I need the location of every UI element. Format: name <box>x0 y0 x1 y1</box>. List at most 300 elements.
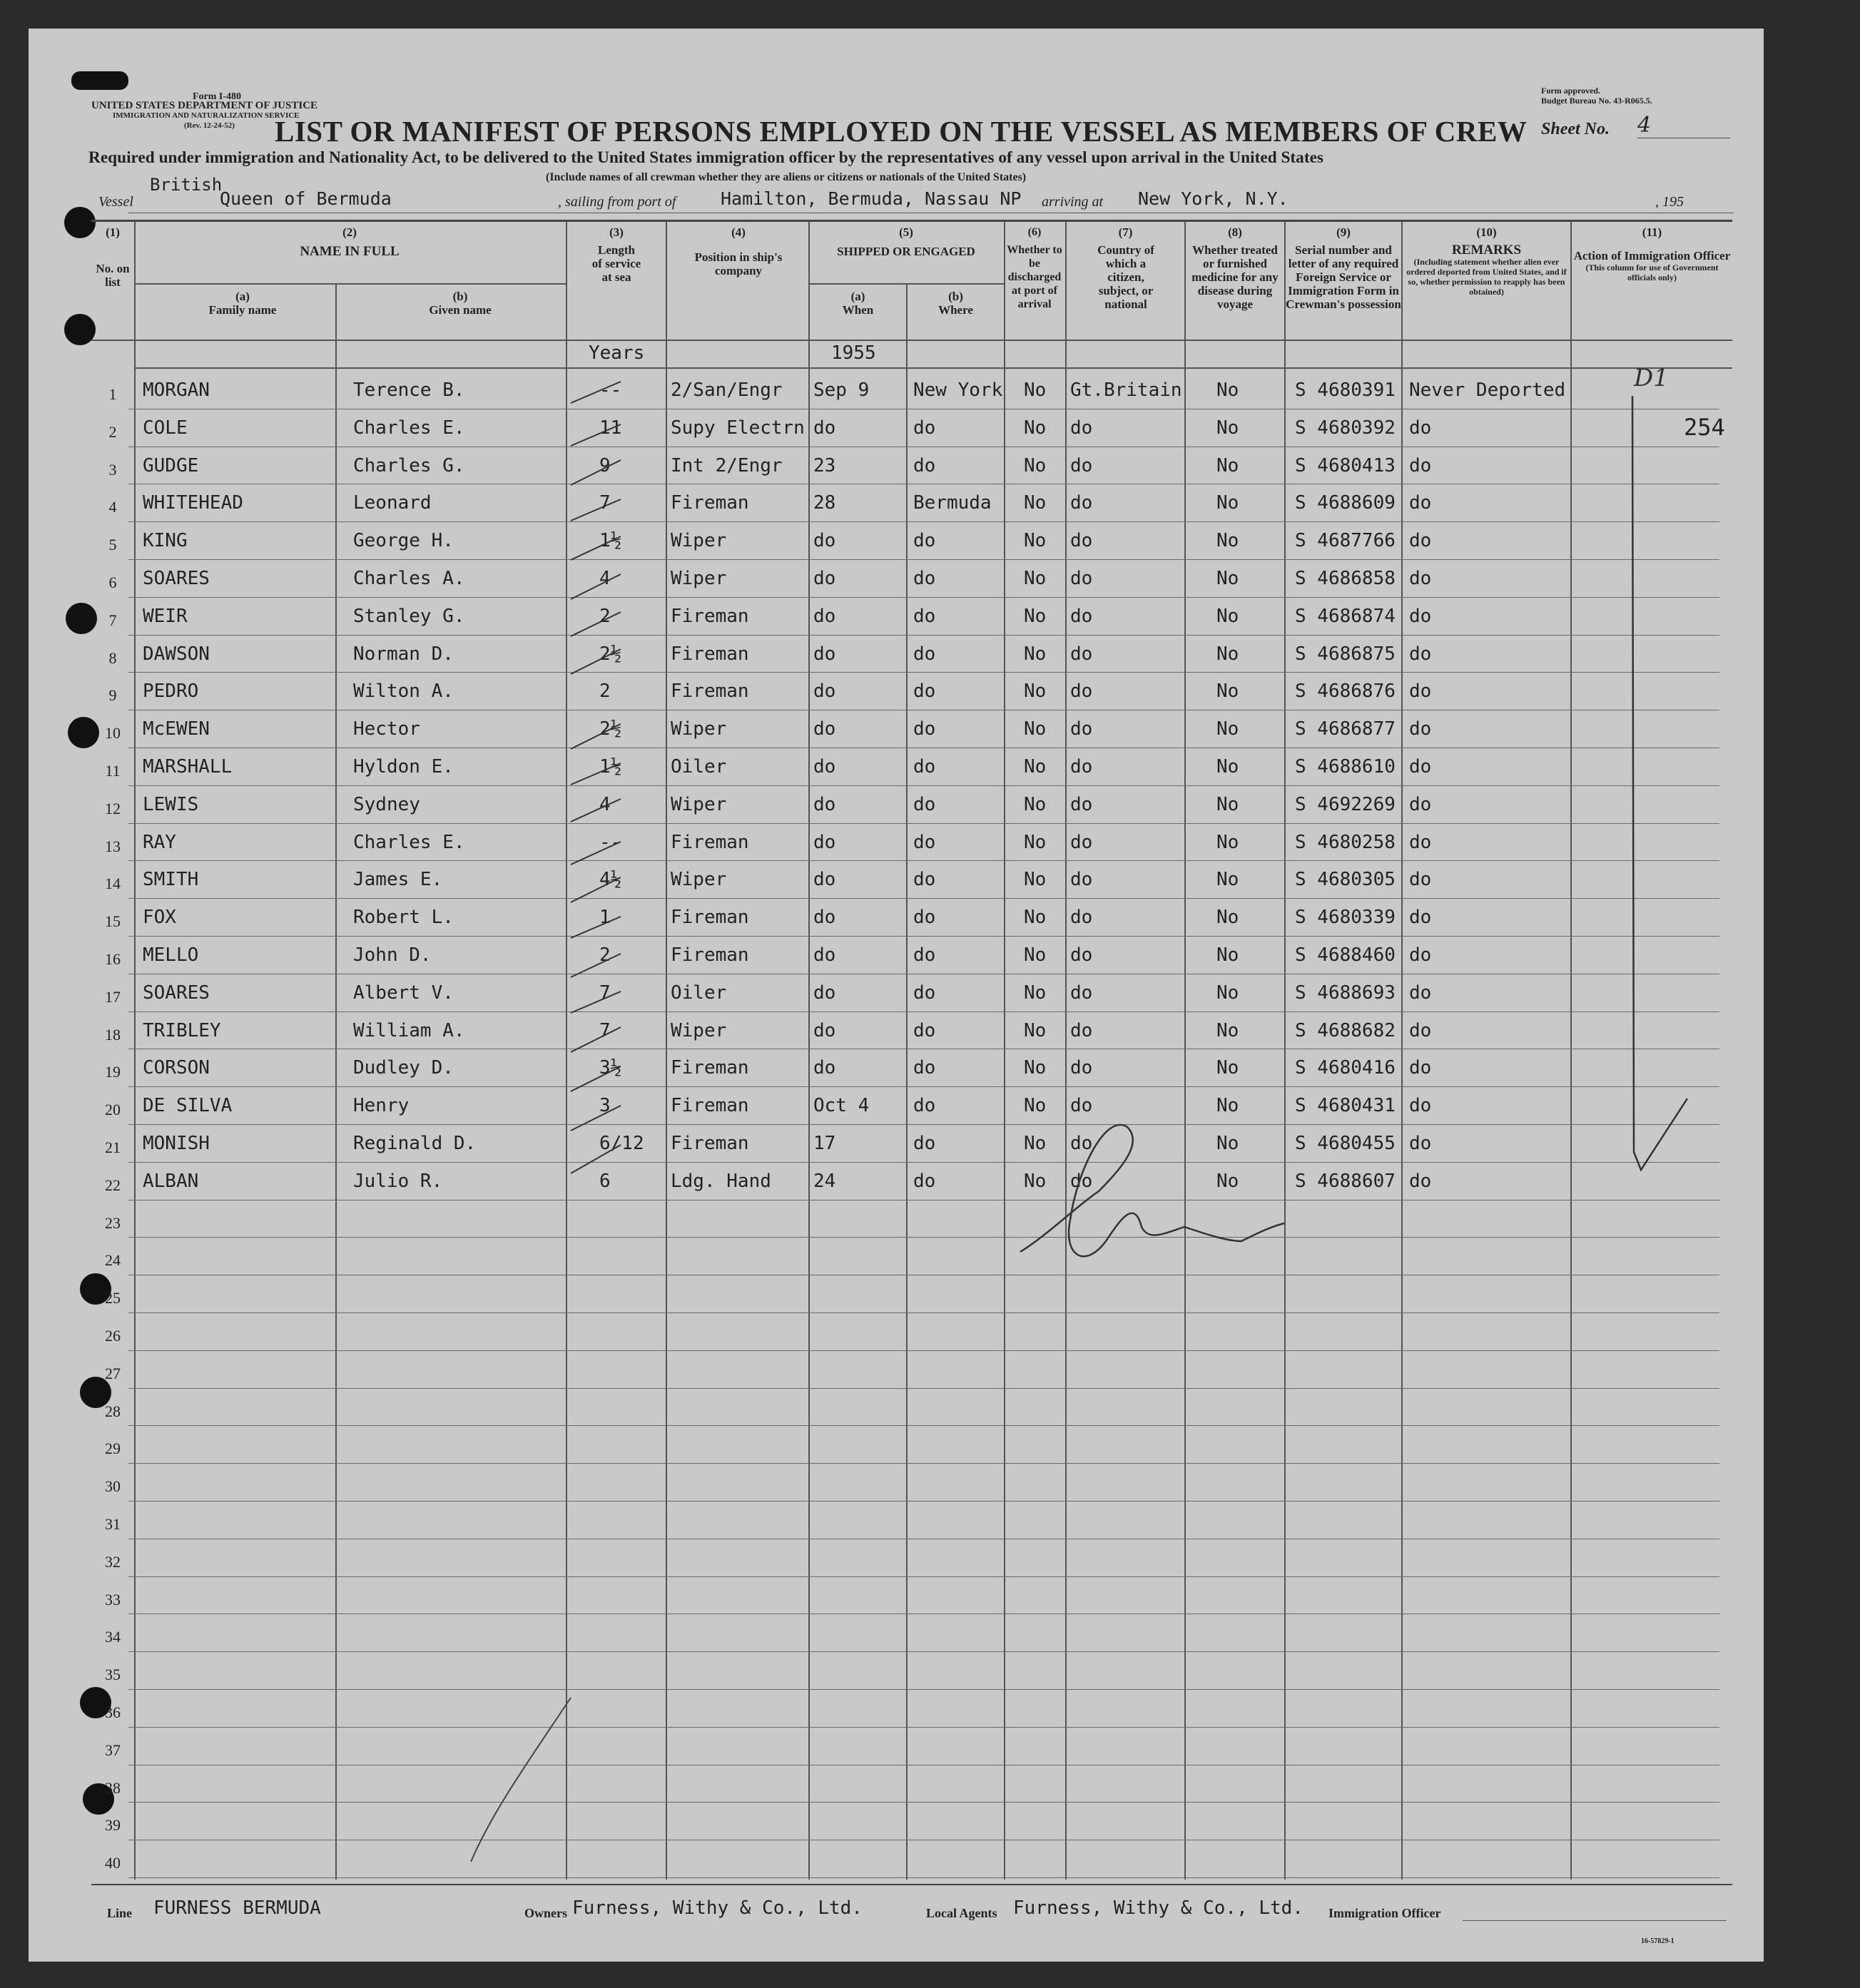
position-cell: Fireman <box>671 605 749 627</box>
shipped-when-cell: 17 <box>813 1133 836 1154</box>
row-number: 7 <box>108 611 117 629</box>
country-cell: do <box>1070 944 1093 966</box>
shipped-when-cell: do <box>813 605 836 627</box>
given-name-cell: Hyldon E. <box>353 756 454 778</box>
row-number: 39 <box>105 1816 121 1835</box>
shipped-where-cell: do <box>913 907 936 929</box>
discharge-cell: No <box>1024 1019 1047 1041</box>
given-name-cell: John D. <box>353 944 432 966</box>
serial-number-cell: S 4688693 <box>1295 982 1396 1004</box>
row-number: 33 <box>105 1590 121 1609</box>
position-cell: Fireman <box>671 1095 749 1117</box>
row-rule <box>128 1689 1719 1690</box>
family-name-cell: ALBAN <box>143 1170 199 1192</box>
manifest-table <box>91 220 1732 1885</box>
row-rule <box>128 559 1719 560</box>
medical-cell: No <box>1216 605 1239 627</box>
row-number: 25 <box>105 1289 121 1308</box>
remarks-cell: do <box>1409 982 1432 1004</box>
remarks-cell: do <box>1409 680 1432 703</box>
remarks-cell: do <box>1409 530 1432 552</box>
header-rule <box>134 367 1732 369</box>
country-cell: do <box>1070 605 1093 627</box>
family-name-cell: TRIBLEY <box>143 1019 221 1041</box>
family-name-cell: MONISH <box>143 1133 210 1154</box>
position-cell: Wiper <box>671 530 727 552</box>
discharge-cell: No <box>1024 417 1047 439</box>
serial-number-cell: S 4688460 <box>1295 944 1396 966</box>
service-length-cell: 3½ <box>599 1057 622 1079</box>
row-number: 20 <box>105 1101 121 1119</box>
column-divider <box>1570 221 1572 1880</box>
row-number: 5 <box>108 536 117 554</box>
position-cell: Ldg. Hand <box>671 1170 771 1192</box>
remarks-cell: do <box>1409 417 1432 439</box>
remarks-cell: do <box>1409 568 1432 589</box>
family-name-cell: LEWIS <box>143 793 199 815</box>
discharge-cell: No <box>1024 982 1047 1004</box>
medical-cell: No <box>1216 1133 1239 1154</box>
country-cell: do <box>1070 530 1093 552</box>
row-rule <box>128 1802 1719 1803</box>
service-length-cell: 1½ <box>599 530 622 552</box>
row-number: 30 <box>105 1477 121 1496</box>
shipped-when-cell: Oct 4 <box>813 1095 870 1117</box>
country-cell: Gt.Britain <box>1070 379 1182 401</box>
page-subtitle: Required under immigration and Nationality Act, to be delivered to the United States immigration officer by the representatives of any vessel upon arrival in the United States <box>88 148 1323 167</box>
remarks-cell: do <box>1409 944 1432 966</box>
given-name-cell: Robert L. <box>353 907 454 929</box>
given-name-cell: Hector <box>353 718 420 740</box>
shipped-where-cell: do <box>913 756 936 778</box>
remarks-cell: do <box>1409 454 1432 476</box>
column-divider <box>906 283 908 1880</box>
col3-unit: Years <box>589 342 645 364</box>
service-length-cell: 7 <box>599 982 611 1004</box>
service-length-cell: 2½ <box>599 718 622 740</box>
row-number: 11 <box>105 762 121 780</box>
shipped-when-cell: do <box>813 643 836 665</box>
row-number: 21 <box>105 1138 121 1156</box>
service-length-cell: 2½ <box>599 643 622 665</box>
row-rule <box>128 1877 1719 1878</box>
country-cell: do <box>1070 907 1093 929</box>
country-cell: do <box>1070 643 1093 665</box>
serial-number-cell: S 4688610 <box>1295 756 1396 778</box>
col2-header: (2) NAME IN FULL <box>300 225 400 259</box>
row-number: 22 <box>105 1176 121 1194</box>
page-title: LIST OR MANIFEST OF PERSONS EMPLOYED ON THE VESSEL AS MEMBERS OF CREW <box>275 115 1528 148</box>
family-name-cell: DE SILVA <box>143 1095 233 1117</box>
position-cell: Fireman <box>671 831 749 853</box>
column-divider <box>1004 221 1005 1880</box>
shipped-when-cell: do <box>813 756 836 778</box>
row-number: 29 <box>105 1439 121 1458</box>
family-name-cell: MARSHALL <box>143 756 233 778</box>
given-name-cell: Norman D. <box>353 643 454 665</box>
serial-number-cell: S 4686858 <box>1295 568 1396 589</box>
column-divider <box>1401 221 1403 1880</box>
country-cell: do <box>1070 492 1093 514</box>
given-name-cell: Leonard <box>353 492 432 514</box>
country-cell: do <box>1070 756 1093 778</box>
row-rule <box>128 785 1719 786</box>
sheet-label: Sheet No. <box>1541 120 1610 138</box>
print-code: 16-57829-1 <box>1641 1937 1674 1945</box>
arriving-at: New York, N.Y. <box>1138 188 1289 209</box>
country-cell: do <box>1070 869 1093 891</box>
column-divider <box>1184 221 1186 1880</box>
position-cell: Fireman <box>671 1133 749 1154</box>
owners-value: Furness, Withy & Co., Ltd. <box>572 1897 863 1919</box>
medical-cell: No <box>1216 944 1239 966</box>
shipped-when-cell: do <box>813 831 836 853</box>
row-rule <box>128 1727 1719 1728</box>
shipped-when-cell: do <box>813 417 836 439</box>
line-value: FURNESS BERMUDA <box>153 1897 321 1919</box>
service-length-cell: 3 <box>599 1095 611 1117</box>
remarks-cell: do <box>1409 643 1432 665</box>
discharge-cell: No <box>1024 643 1047 665</box>
country-cell: do <box>1070 1133 1093 1154</box>
discharge-cell: No <box>1024 568 1047 589</box>
serial-number-cell: S 4686876 <box>1295 680 1396 703</box>
position-cell: Fireman <box>671 492 749 514</box>
sailing-label: , sailing from port of <box>558 194 676 210</box>
given-name-cell: Charles G. <box>353 454 465 476</box>
medical-cell: No <box>1216 492 1239 514</box>
form-approved: Form approved. <box>1541 86 1601 96</box>
column-divider <box>335 283 337 1880</box>
medical-cell: No <box>1216 831 1239 853</box>
discharge-cell: No <box>1024 793 1047 815</box>
family-name-cell: RAY <box>143 831 176 853</box>
country-cell: do <box>1070 982 1093 1004</box>
vessel-name: Queen of Bermuda <box>220 188 392 209</box>
col8-header: (8) Whether treated or furnished medicine for any disease during voyage <box>1191 225 1279 311</box>
row-number: 24 <box>105 1251 121 1270</box>
shipped-when-cell: do <box>813 680 836 703</box>
shipped-when-cell: 28 <box>813 492 836 514</box>
agents-value: Furness, Withy & Co., Ltd. <box>1013 1897 1303 1919</box>
given-name-cell: Stanley G. <box>353 605 465 627</box>
country-cell: do <box>1070 793 1093 815</box>
row-rule <box>128 597 1719 598</box>
position-cell: Int 2/Engr <box>671 454 783 476</box>
row-number: 1 <box>108 385 117 403</box>
country-cell: do <box>1070 1057 1093 1079</box>
row-rule <box>128 1651 1719 1652</box>
serial-number-cell: S 4680416 <box>1295 1057 1396 1079</box>
family-name-cell: WHITEHEAD <box>143 492 243 514</box>
serial-number-cell: S 4680392 <box>1295 417 1396 439</box>
discharge-cell: No <box>1024 1095 1047 1117</box>
discharge-cell: No <box>1024 718 1047 740</box>
row-rule <box>128 1576 1719 1577</box>
shipped-where-cell: do <box>913 680 936 703</box>
medical-cell: No <box>1216 379 1239 401</box>
discharge-cell: No <box>1024 605 1047 627</box>
shipped-where-cell: Bermuda <box>913 492 992 514</box>
serial-number-cell: S 4680413 <box>1295 454 1396 476</box>
row-number: 15 <box>105 912 121 931</box>
action-mark: D1 <box>1634 364 1669 392</box>
service-length-cell: 2 <box>599 680 611 703</box>
col11-header: (11) Action of Immigration Officer (This column for use of Government officials only) <box>1573 225 1731 282</box>
medical-cell: No <box>1216 568 1239 589</box>
officer-label: Immigration Officer <box>1328 1906 1441 1920</box>
row-number: 34 <box>105 1628 121 1646</box>
service-length-cell: 1 <box>599 907 611 929</box>
remarks-cell: do <box>1409 1019 1432 1041</box>
serial-number-cell: S 4686875 <box>1295 643 1396 665</box>
medical-cell: No <box>1216 718 1239 740</box>
column-divider <box>134 221 136 1880</box>
shipped-when-cell: Sep 9 <box>813 379 870 401</box>
row-number: 32 <box>105 1552 121 1571</box>
medical-cell: No <box>1216 907 1239 929</box>
row-rule <box>128 672 1719 673</box>
row-number: 13 <box>105 837 121 855</box>
row-rule <box>128 1388 1719 1389</box>
given-name-cell: Wilton A. <box>353 680 454 703</box>
row-number: 16 <box>105 950 121 968</box>
col2a-header: (a) Family name <box>208 290 277 317</box>
discharge-cell: No <box>1024 1057 1047 1079</box>
remarks-cell: Never Deported <box>1409 379 1566 401</box>
shipped-where-cell: do <box>913 982 936 1004</box>
row-number: 35 <box>105 1666 121 1684</box>
shipped-when-cell: do <box>813 568 836 589</box>
given-name-cell: William A. <box>353 1019 465 1041</box>
medical-cell: No <box>1216 1019 1239 1041</box>
country-cell: do <box>1070 568 1093 589</box>
serial-number-cell: S 4680431 <box>1295 1095 1396 1117</box>
row-number: 19 <box>105 1063 121 1081</box>
row-rule <box>128 1425 1719 1426</box>
remarks-cell: do <box>1409 756 1432 778</box>
discharge-cell: No <box>1024 831 1047 853</box>
shipped-where-cell: do <box>913 1019 936 1041</box>
col4-header: (4) Position in ship's company <box>694 225 783 277</box>
shipped-where-cell: do <box>913 1057 936 1079</box>
position-cell: Oiler <box>671 756 727 778</box>
col5-header: (5) SHIPPED OR ENGAGED <box>837 225 975 258</box>
row-number: 6 <box>108 574 117 591</box>
discharge-cell: No <box>1024 907 1047 929</box>
owners-label: Owners <box>524 1906 567 1920</box>
position-cell: Fireman <box>671 643 749 665</box>
position-cell: Wiper <box>671 793 727 815</box>
family-name-cell: GUDGE <box>143 454 199 476</box>
shipped-where-cell: do <box>913 944 936 966</box>
discharge-cell: No <box>1024 756 1047 778</box>
col6-header: (6) Whether to be discharged at port of arrival <box>1007 226 1062 310</box>
serial-number-cell: S 4680258 <box>1295 831 1396 853</box>
row-number: 28 <box>105 1402 121 1420</box>
given-name-cell: Terence B. <box>353 379 465 401</box>
row-number: 10 <box>105 724 121 743</box>
country-cell: do <box>1070 718 1093 740</box>
service-length-cell: 2 <box>599 605 611 627</box>
col5a-year: 1955 <box>831 342 876 364</box>
shipped-where-cell: do <box>913 530 936 552</box>
family-name-cell: KING <box>143 530 188 552</box>
given-name-cell: Albert V. <box>353 982 454 1004</box>
serial-number-cell: S 4680339 <box>1295 907 1396 929</box>
shipped-when-cell: do <box>813 944 836 966</box>
form-revision: (Rev. 12-24-52) <box>184 121 235 130</box>
shipped-where-cell: do <box>913 643 936 665</box>
serial-number-cell: S 4680305 <box>1295 869 1396 891</box>
shipped-when-cell: do <box>813 907 836 929</box>
row-number: 3 <box>108 460 117 479</box>
shipped-where-cell: do <box>913 1095 936 1117</box>
row-rule <box>128 521 1719 522</box>
shipped-when-cell: do <box>813 530 836 552</box>
col9-header: (9) Serial number and letter of any required Foreign Service or Immigration Form in Crewman's possession <box>1286 225 1401 311</box>
row-number: 18 <box>105 1025 121 1044</box>
row-rule <box>128 936 1719 937</box>
country-cell: do <box>1070 1095 1093 1117</box>
shipped-when-cell: 24 <box>813 1170 836 1192</box>
family-name-cell: PEDRO <box>143 680 199 703</box>
row-number: 38 <box>105 1778 121 1797</box>
remarks-cell: do <box>1409 1095 1432 1117</box>
row-number: 17 <box>105 987 121 1006</box>
family-name-cell: CORSON <box>143 1057 210 1079</box>
form-number: Form I-480 <box>193 91 242 102</box>
country-cell: do <box>1070 831 1093 853</box>
row-rule <box>128 1312 1719 1313</box>
shipped-where-cell: do <box>913 718 936 740</box>
service-length-cell: 1½ <box>599 756 622 778</box>
vessel-label: Vessel <box>98 194 133 210</box>
column-divider <box>1284 221 1286 1880</box>
remarks-cell: do <box>1409 1133 1432 1154</box>
service-length-cell: 7 <box>599 492 611 514</box>
medical-cell: No <box>1216 793 1239 815</box>
discharge-cell: No <box>1024 944 1047 966</box>
medical-cell: No <box>1216 1095 1239 1117</box>
row-number: 2 <box>108 422 117 441</box>
sheet-number: 4 <box>1637 113 1730 138</box>
sailing-from: Hamilton, Bermuda, Nassau NP <box>721 188 1022 209</box>
row-number: 9 <box>108 686 117 705</box>
medical-cell: No <box>1216 417 1239 439</box>
remarks-cell: do <box>1409 492 1432 514</box>
row-number: 27 <box>105 1364 121 1382</box>
row-rule <box>128 1501 1719 1502</box>
serial-number-cell: S 4686874 <box>1295 605 1396 627</box>
row-rule <box>128 1237 1719 1238</box>
row-number: 4 <box>108 498 117 516</box>
family-name-cell: DAWSON <box>143 643 210 665</box>
row-rule <box>128 1011 1719 1012</box>
remarks-cell: do <box>1409 869 1432 891</box>
service-length-cell: 7 <box>599 1019 611 1041</box>
service-length-cell: -- <box>599 831 622 853</box>
family-name-cell: SOARES <box>143 982 210 1004</box>
medical-cell: No <box>1216 869 1239 891</box>
discharge-cell: No <box>1024 530 1047 552</box>
discharge-cell: No <box>1024 1170 1047 1192</box>
row-rule <box>128 1086 1719 1087</box>
column-divider <box>566 221 567 1880</box>
given-name-cell: George H. <box>353 530 454 552</box>
row-number: 8 <box>108 648 117 667</box>
service-length-cell: 2 <box>599 944 611 966</box>
manifest-sheet <box>29 29 1764 1962</box>
service-name: IMMIGRATION AND NATURALIZATION SERVICE <box>113 111 300 120</box>
row-rule <box>128 1200 1719 1201</box>
row-number: 36 <box>105 1703 121 1721</box>
position-cell: Fireman <box>671 907 749 929</box>
row-number: 12 <box>105 799 121 817</box>
country-cell: do <box>1070 1019 1093 1041</box>
service-length-cell: 6/12 <box>599 1133 644 1154</box>
family-name-cell: WEIR <box>143 605 188 627</box>
row-number: 26 <box>105 1327 121 1345</box>
serial-number-cell: S 4680391 <box>1295 379 1396 401</box>
row-rule <box>128 1463 1719 1464</box>
position-cell: Wiper <box>671 568 727 589</box>
arriving-label: arriving at <box>1042 194 1104 210</box>
family-name-cell: McEWEN <box>143 718 210 740</box>
discharge-cell: No <box>1024 680 1047 703</box>
row-rule <box>128 1124 1719 1125</box>
position-cell: Fireman <box>671 1057 749 1079</box>
serial-number-cell: S 4692269 <box>1295 793 1396 815</box>
row-number: 37 <box>105 1740 121 1759</box>
shipped-where-cell: do <box>913 605 936 627</box>
medical-cell: No <box>1216 454 1239 476</box>
medical-cell: No <box>1216 530 1239 552</box>
nationality: British <box>150 175 223 195</box>
redaction-mark <box>71 71 128 90</box>
department: UNITED STATES DEPARTMENT OF JUSTICE <box>91 100 318 111</box>
given-name-cell: Charles E. <box>353 417 465 439</box>
include-note: (Include names of all crewman whether they are aliens or citizens or nationals of the United States) <box>546 171 1027 183</box>
serial-number-cell: S 4688607 <box>1295 1170 1396 1192</box>
shipped-when-cell: do <box>813 1019 836 1041</box>
row-rule <box>128 898 1719 899</box>
position-cell: Fireman <box>671 680 749 703</box>
serial-number-cell: S 4688609 <box>1295 492 1396 514</box>
medical-cell: No <box>1216 982 1239 1004</box>
budget-number: Budget Bureau No. 43-R065.5. <box>1541 96 1652 106</box>
position-cell: Wiper <box>671 869 727 891</box>
given-name-cell: Charles E. <box>353 831 465 853</box>
family-name-cell: FOX <box>143 907 176 929</box>
serial-number-cell: S 4680455 <box>1295 1133 1396 1154</box>
remarks-cell: do <box>1409 605 1432 627</box>
col5b-header: (b) Where <box>938 290 973 317</box>
row-rule <box>128 1350 1719 1351</box>
serial-number-cell: S 4687766 <box>1295 530 1396 552</box>
shipped-where-cell: New York <box>913 379 1003 401</box>
remarks-cell: do <box>1409 793 1432 815</box>
row-rule <box>128 860 1719 861</box>
service-length-cell: 4½ <box>599 869 622 891</box>
given-name-cell: Charles A. <box>353 568 465 589</box>
serial-number-cell: S 4688682 <box>1295 1019 1396 1041</box>
service-length-cell: 11 <box>599 417 622 439</box>
shipped-when-cell: do <box>813 718 836 740</box>
col10-header: (10) REMARKS (Including statement whether alien ever ordered deported from United States, and if so, whether permission to reapply has been obtained) <box>1406 225 1567 297</box>
given-name-cell: James E. <box>353 869 443 891</box>
row-rule <box>128 1162 1719 1163</box>
